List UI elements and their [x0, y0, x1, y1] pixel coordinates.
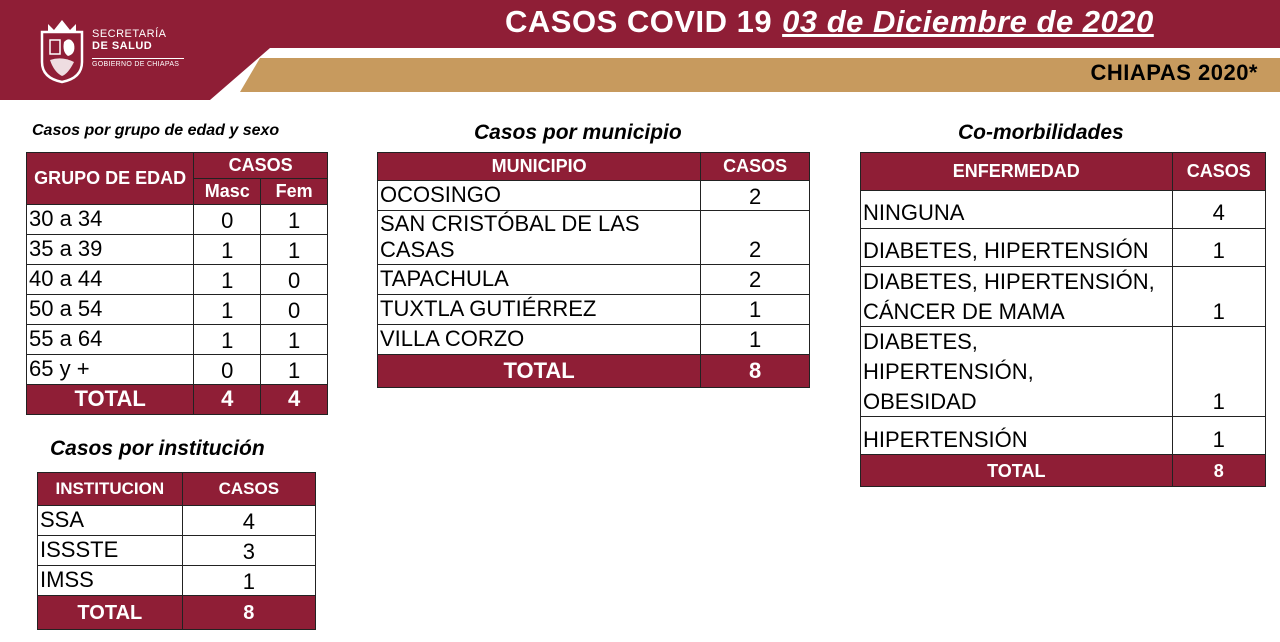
- fem-cell: 1: [261, 355, 328, 385]
- age-section-title: Casos por grupo de edad y sexo: [32, 122, 280, 139]
- header-divider: [210, 48, 1280, 58]
- cases-cell: 4: [182, 506, 315, 536]
- municipality-cell: OCOSINGO: [378, 181, 701, 211]
- total-row: [27, 385, 328, 415]
- total-fem: 4: [261, 385, 328, 415]
- municipality-section-title: Casos por municipio: [474, 121, 682, 144]
- disease-cell: DIABETES, HIPERTENSIÓN, CÁNCER DE MAMA: [861, 267, 1173, 327]
- fem-cell: 0: [261, 295, 328, 325]
- cases-cell: 2: [701, 211, 810, 265]
- table-row: [861, 229, 1266, 267]
- cases-cell: 2: [701, 264, 810, 294]
- municipality-cell: SAN CRISTÓBAL DE LAS CASAS: [378, 211, 701, 265]
- cases-cell: 1: [1172, 327, 1265, 417]
- institution-cell: SSA: [38, 506, 183, 536]
- age-sex-table: [26, 152, 328, 415]
- logo-line-1: SECRETARÍA: [92, 28, 167, 40]
- total-label: TOTAL: [861, 455, 1173, 487]
- col-header-institution: INSTITUCION: [38, 473, 183, 506]
- total-row: [378, 354, 810, 387]
- page-subtitle: CHIAPAS 2020*: [1090, 60, 1258, 85]
- table-row: [378, 324, 810, 354]
- masc-cell: 0: [194, 355, 261, 385]
- table-row: [861, 191, 1266, 229]
- cases-cell: 1: [182, 566, 315, 596]
- table-row: [27, 205, 328, 235]
- municipality-cell: TAPACHULA: [378, 264, 701, 294]
- total-row: [38, 596, 316, 630]
- coat-of-arms-icon: [38, 18, 86, 84]
- total-label: TOTAL: [38, 596, 183, 630]
- total-value: 8: [701, 354, 810, 387]
- masc-cell: 1: [194, 265, 261, 295]
- fem-cell: 1: [261, 205, 328, 235]
- logo-line-2: DE SALUD: [92, 40, 153, 52]
- table-row: [378, 294, 810, 324]
- title-text: CASOS COVID 19: [505, 4, 773, 39]
- col-header-fem: Fem: [261, 179, 328, 205]
- col-header-disease: ENFERMEDAD: [861, 153, 1173, 191]
- col-header-masc: Masc: [194, 179, 261, 205]
- total-masc: 4: [194, 385, 261, 415]
- masc-cell: 0: [194, 205, 261, 235]
- institution-cell: IMSS: [38, 566, 183, 596]
- fem-cell: 1: [261, 235, 328, 265]
- fem-cell: 0: [261, 265, 328, 295]
- disease-cell: DIABETES, HIPERTENSIÓN: [861, 229, 1173, 267]
- comorbidity-table: [860, 152, 1266, 487]
- table-row: [38, 566, 316, 596]
- table-row: [27, 265, 328, 295]
- masc-cell: 1: [194, 325, 261, 355]
- col-header-municipality: MUNICIPIO: [378, 153, 701, 181]
- table-row: [378, 181, 810, 211]
- total-row: [861, 455, 1266, 487]
- table-row: [378, 264, 810, 294]
- table-row: [378, 211, 810, 265]
- col-header-cases: CASOS: [194, 153, 328, 179]
- total-label: TOTAL: [378, 354, 701, 387]
- fem-cell: 1: [261, 325, 328, 355]
- col-header-cases: CASOS: [182, 473, 315, 506]
- table-row: [27, 325, 328, 355]
- disease-cell: HIPERTENSIÓN: [861, 417, 1173, 455]
- report-date: 03 de Diciembre de 2020: [782, 4, 1154, 39]
- table-row: [861, 417, 1266, 455]
- table-row: [38, 506, 316, 536]
- age-group-cell: 50 a 54: [27, 295, 194, 325]
- col-header-age-group: GRUPO DE EDAD: [27, 153, 194, 205]
- disease-cell: DIABETES, HIPERTENSIÓN, OBESIDAD: [861, 327, 1173, 417]
- age-group-cell: 30 a 34: [27, 205, 194, 235]
- age-group-cell: 35 a 39: [27, 235, 194, 265]
- municipality-cell: VILLA CORZO: [378, 324, 701, 354]
- masc-cell: 1: [194, 235, 261, 265]
- table-row: [27, 355, 328, 385]
- logo-line-3: GOBIERNO DE CHIAPAS: [92, 58, 184, 68]
- masc-cell: 1: [194, 295, 261, 325]
- ministry-logo-text: [92, 28, 184, 68]
- age-group-cell: 55 a 64: [27, 325, 194, 355]
- disease-cell: NINGUNA: [861, 191, 1173, 229]
- municipality-table: [377, 152, 810, 388]
- total-value: 8: [1172, 455, 1265, 487]
- age-group-cell: 40 a 44: [27, 265, 194, 295]
- institution-section-title: Casos por institución: [50, 437, 265, 460]
- cases-cell: 2: [701, 181, 810, 211]
- page-title: [505, 4, 1275, 44]
- institution-table: [37, 472, 316, 630]
- cases-cell: 4: [1172, 191, 1265, 229]
- total-value: 8: [182, 596, 315, 630]
- table-row: [38, 536, 316, 566]
- col-header-cases: CASOS: [1172, 153, 1265, 191]
- age-group-cell: 65 y +: [27, 355, 194, 385]
- cases-cell: 1: [1172, 267, 1265, 327]
- col-header-cases: CASOS: [701, 153, 810, 181]
- table-row: [861, 267, 1266, 327]
- total-label: TOTAL: [27, 385, 194, 415]
- cases-cell: 1: [701, 294, 810, 324]
- cases-cell: 1: [1172, 417, 1265, 455]
- table-row: [861, 327, 1266, 417]
- comorbidity-section-title: Co-morbilidades: [958, 121, 1124, 144]
- table-row: [27, 235, 328, 265]
- institution-cell: ISSSTE: [38, 536, 183, 566]
- cases-cell: 3: [182, 536, 315, 566]
- table-row: [27, 295, 328, 325]
- municipality-cell: TUXTLA GUTIÉRREZ: [378, 294, 701, 324]
- cases-cell: 1: [701, 324, 810, 354]
- cases-cell: 1: [1172, 229, 1265, 267]
